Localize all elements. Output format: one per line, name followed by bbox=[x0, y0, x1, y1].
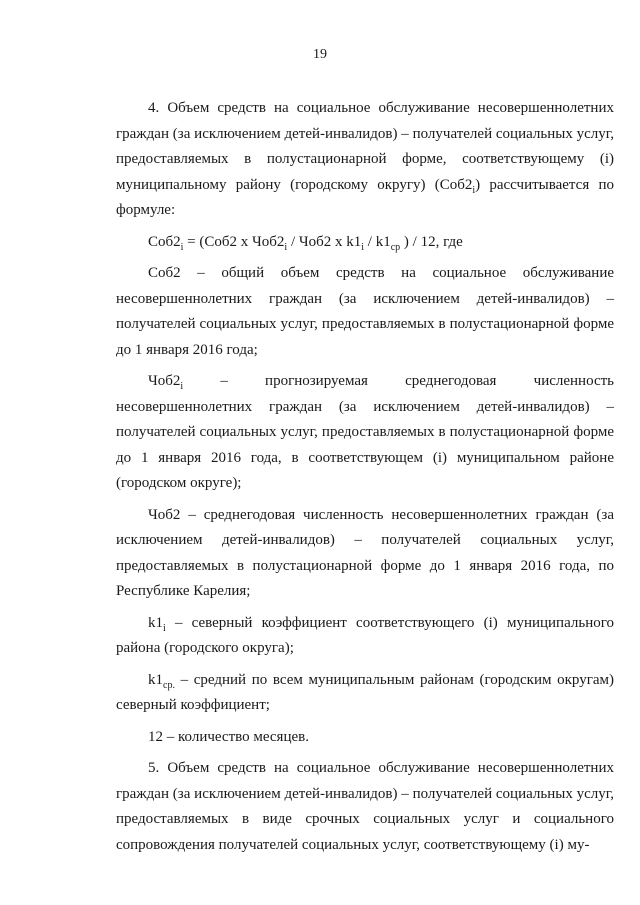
definition-text: – северный коэффициент соответствующего (i) муниципального района (городского округа); bbox=[116, 614, 614, 656]
paragraph-5: 5. Объем средств на социальное обслуживание несовершеннолетних граждан (за исключением детей-инвалидов) – получателей социальных услуг, предоставляемых в виде срочных социальных услуг и социального сопровождения получателей социальных услуг, соответствующему (i) му- bbox=[116, 760, 614, 853]
formula-subscript: i bbox=[180, 241, 184, 253]
formula-subscript: i bbox=[361, 241, 365, 253]
p4-subscript: i bbox=[472, 184, 476, 196]
formula-part: Соб2 bbox=[148, 233, 181, 250]
p4-text: 4. Объем средств на социальное обслуживание несовершеннолетних граждан (за исключением детей-инвалидов) – получателей социальных услуг, предоставляемых в полустационарной форме, соответствующему (i) муниципальному району (городскому округу) (Соб2 bbox=[116, 100, 614, 193]
definition-chob2i bbox=[116, 369, 614, 497]
paragraph-4 bbox=[116, 96, 614, 224]
definition-k1i bbox=[116, 611, 614, 662]
definition-chob2: Чоб2 – среднегодовая численность несовершеннолетних граждан (за исключением детей-инвалидов) – получателей социальных услуг, предоставляемых в полустационарной форме до 1 января 2016 года, по Республике Карелия; bbox=[116, 506, 614, 599]
formula-subscript: ср bbox=[390, 241, 401, 253]
document-body bbox=[116, 96, 614, 864]
definition-k1sr bbox=[116, 668, 614, 719]
formula-subscript: i bbox=[284, 241, 288, 253]
formula bbox=[148, 230, 614, 256]
term-subscript: i bbox=[163, 622, 166, 634]
page-number: 19 bbox=[313, 47, 327, 62]
term: k1 bbox=[148, 671, 163, 688]
p4-text-end: ) рассчитывается по формуле: bbox=[116, 176, 614, 218]
definition-12: 12 – количество месяцев. bbox=[148, 728, 309, 745]
formula-part: / Чоб2 х k1 bbox=[287, 233, 362, 250]
term: k1 bbox=[148, 614, 163, 631]
definition-text: – средний по всем муниципальным районам (городским округам) северный коэффициент; bbox=[116, 671, 614, 713]
formula-part: = (Соб2 х Чоб2 bbox=[183, 233, 285, 250]
definition-sob2: Соб2 – общий объем средств на социальное обслуживание несовершеннолетних граждан (за исключением детей-инвалидов) – получателей социальных услуг, предоставляемых в полустационарной форме до 1 января 2016 года; bbox=[116, 265, 614, 358]
formula-part: / k1 bbox=[364, 233, 391, 250]
term: Чоб2 bbox=[148, 373, 181, 389]
term-subscript: i bbox=[180, 381, 184, 392]
formula-part: ) / 12, где bbox=[400, 233, 463, 250]
term-subscript: ср. bbox=[163, 679, 175, 691]
definition-text: – прогнозируемая среднегодовая численность несовершеннолетних граждан (за исключением детей-инвалидов) – получателей социальных услуг, предоставляемых в полустационарной форме до 1 января 2016 года, в соответствующем (i) муниципальном районе (городском округе); bbox=[116, 373, 614, 491]
